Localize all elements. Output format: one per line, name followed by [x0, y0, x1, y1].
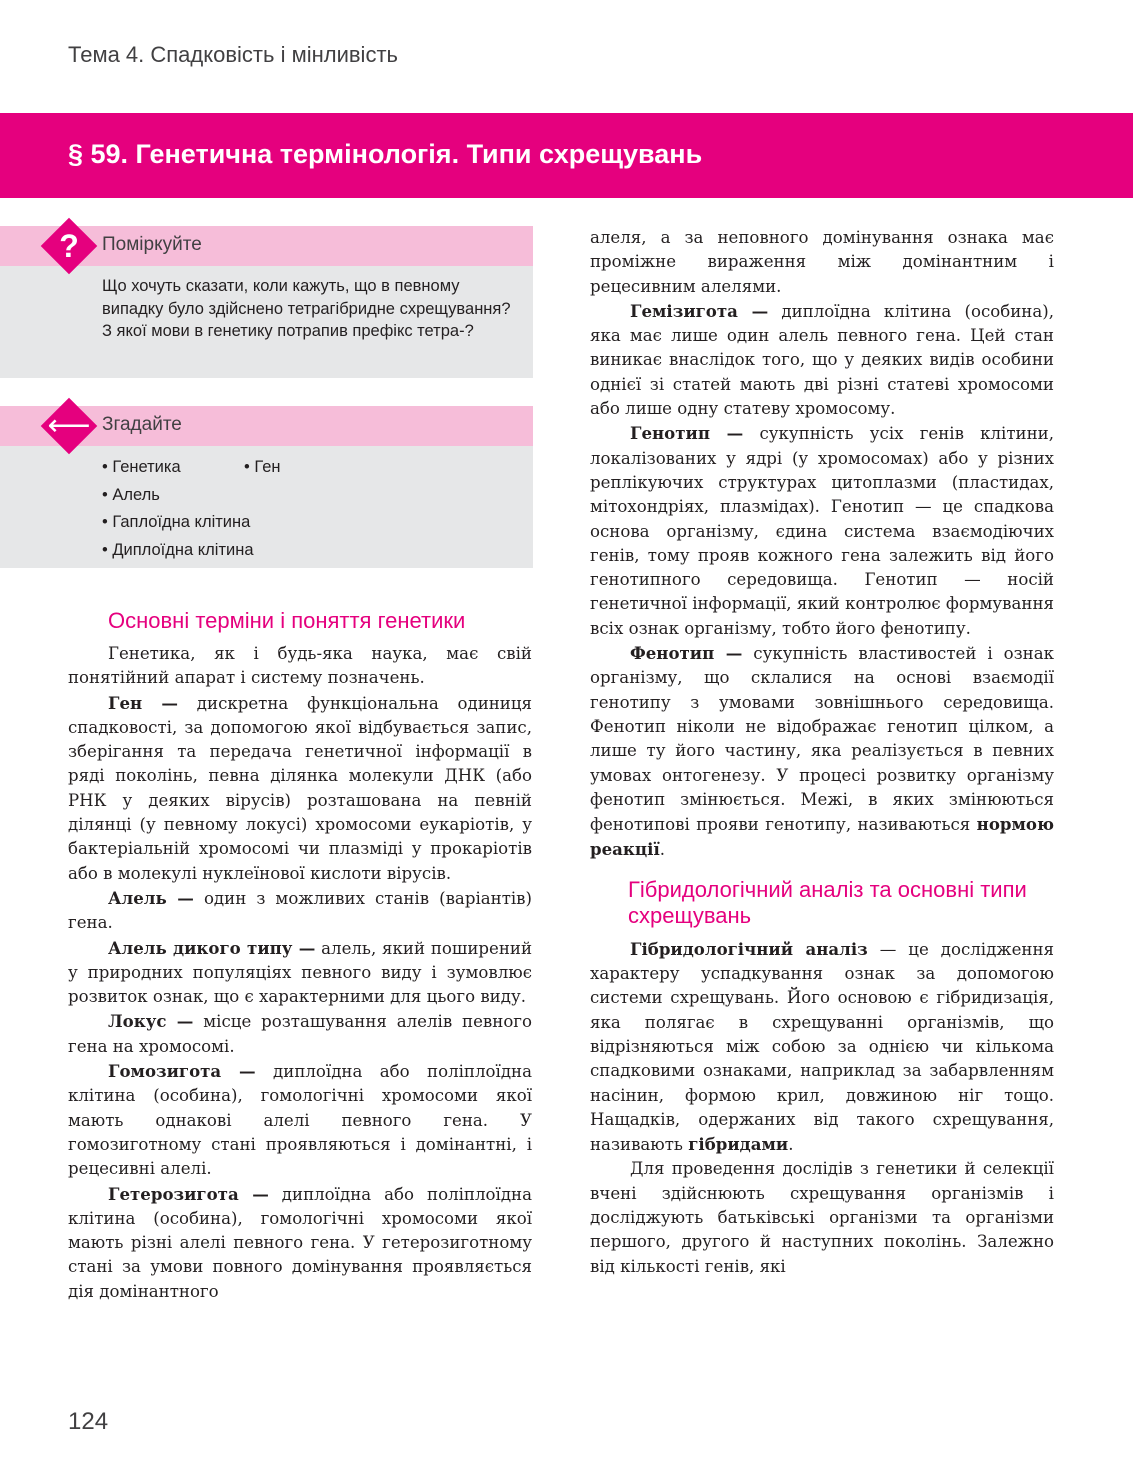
crossing-paragraph: Для проведення дослідів з генетики й селекції вчені здійснюють схрещування організмів і досліджують батьківські організми та організми першого, другого й наступних поколінь. Залежно від кількості генів, які [590, 1159, 1054, 1276]
think-box-text: Що хочуть сказати, коли кажуть, що в певному випадку було здійснено тетрагібридне схрещування? З якої мови в генетику потрапив префікс тетра-? [102, 277, 511, 340]
hybridological-analysis-definition: Гібридологічний аналіз — це дослідження характеру успадкування ознак за допомогою системи схрещувань. Його основою є гібридизація, яка полягає в схрещуванні організмів, що відрізняються між собою за однією чи кількома спадковими ознаками, наприклад за забарвленням насінин, формою крил, довжиною ніг тощо. Нащадків, одержаних від такого схрещування, називають гібридами. [590, 938, 1054, 1155]
locus-definition: Локус — місце розташування алелів певного гена на хромосомі. [68, 1011, 532, 1056]
left-arrow-icon: ⟵ [47, 409, 91, 442]
recall-list [0, 446, 533, 571]
intro-paragraph: Генетика, як і будь-яка наука, має свій понятійний апарат і систему позначень. [68, 644, 532, 688]
hemizygote-definition: Гемізигота — диплоїдна клітина (особина), яка має лише один алель певного гена. Цей стан виникає внаслідок того, що у деяких видів особини однієї зі статей мають дві різні статеві хромосоми або лише одну статеву хромосому. [590, 300, 1054, 419]
heterozygote-continuation: алеля, а за неповного домінування ознака має проміжне вираження між домінантним і рецесивним алелями. [590, 228, 1054, 296]
recall-item: • Ген [244, 458, 281, 476]
term: Алель дикого типу — [108, 937, 316, 958]
genotype-definition: Генотип — сукупність усіх генів клітини, локалізованих у ядрі (у хромосомах) або у різних реплікуючих структурах цитоплазми (пластидах, мітохондріях, плазмідах). Генотип — це спадкова основа організму, єдина система взаємодіючих генів, тому прояв кожного гена залежить від його генотипного середовища. Генотип — носій генетичної інформації, який контролює формування всіх ознак організму, тобто його фенотипу. [590, 423, 1054, 638]
term: Гібридологічний аналіз [630, 938, 868, 959]
term: гібридами [688, 1134, 789, 1155]
heterozygote-definition: Гетерозигота — диплоїдна або поліплоїдна клітина (особина), гомологічні хромосоми якої мають різні алелі певного гена. У гетерозиготному стані за умови повного домінування проявляється дія домінантного [68, 1183, 532, 1301]
section-heading: Основні терміни і поняття генетики [108, 608, 466, 633]
term: Фенотип — [630, 643, 743, 664]
question-mark-icon: ? [59, 228, 79, 264]
recall-item: • Диплоїдна клітина [102, 540, 254, 559]
think-box [0, 226, 533, 378]
term: Гомозигота — [108, 1061, 256, 1082]
think-box-header [0, 226, 533, 266]
chapter-title: § 59. Генетична термінологія. Типи схрещувань [68, 139, 703, 169]
term: Алель — [108, 887, 194, 908]
chapter-banner [0, 113, 1133, 198]
phenotype-definition: Фенотип — сукупність властивостей і ознак організму, що склалися на основі взаємодії генотипу з умовами зовнішнього середовища. Фенотип ніколи не відображає генотип цілком, а лише ту його частину, яка реалізується в певних умовах онтогенезу. У процесі розвитку організму фенотип змінюється. Межі, в яких змінюються фенотипові прояви генотипу, називаються нормою реакції. [590, 643, 1054, 860]
gene-definition: Ген — дискретна функціональна одиниця спадковості, за допомогою якої відбувається запис, зберігання та передача генетичної інформації в ряді поколінь, певна ділянка молекули ДНК (або РНК у деяких вірусів) розташована на певній ділянці (у певному локусі) хромосоми еукаріотів, у бактеріальній хромосомі чи плазміді у прокаріотів або в молекулі нуклеїнової кислоти вірусів. [68, 692, 533, 883]
left-column [68, 608, 532, 1304]
term: Гетерозигота — [108, 1183, 269, 1204]
page-number: 124 [68, 1408, 109, 1435]
term: Ген — [108, 692, 179, 713]
term: Локус — [108, 1011, 194, 1032]
running-head: Тема 4. Спадковість і мінливість [68, 42, 398, 67]
allele-definition: Алель — один з можливих станів (варіантів) гена. [68, 887, 533, 933]
term: Генотип — [630, 423, 744, 444]
section-heading: Гібридологічний аналіз та основні типи схрещувань [628, 876, 1027, 928]
term: нормою реакції [590, 814, 1054, 860]
recall-item: • Алель [102, 485, 160, 504]
wild-type-allele-definition: Алель дикого типу — алель, який поширений у природних популяціях певного виду і зумовлює розвиток ознак, що є характерними для цього виду. [68, 937, 532, 1007]
homozygote-definition: Гомозигота — диплоїдна або поліплоїдна клітина (особина), гомологічні хромосоми якої мають однакові алелі певного гена. У гомозиготному стані проявляються і домінантні, і рецесивні алелі. [68, 1061, 532, 1179]
recall-box-header [0, 406, 533, 446]
think-box-title: Поміркуйте [102, 234, 202, 255]
recall-box [0, 406, 533, 568]
recall-box-title: Згадайте [102, 414, 182, 435]
recall-item: • Генетика [102, 458, 181, 476]
right-column [590, 226, 1054, 1279]
term: Гемізигота — [630, 300, 769, 321]
recall-item: • Гаплоїдна клітина [102, 513, 251, 531]
